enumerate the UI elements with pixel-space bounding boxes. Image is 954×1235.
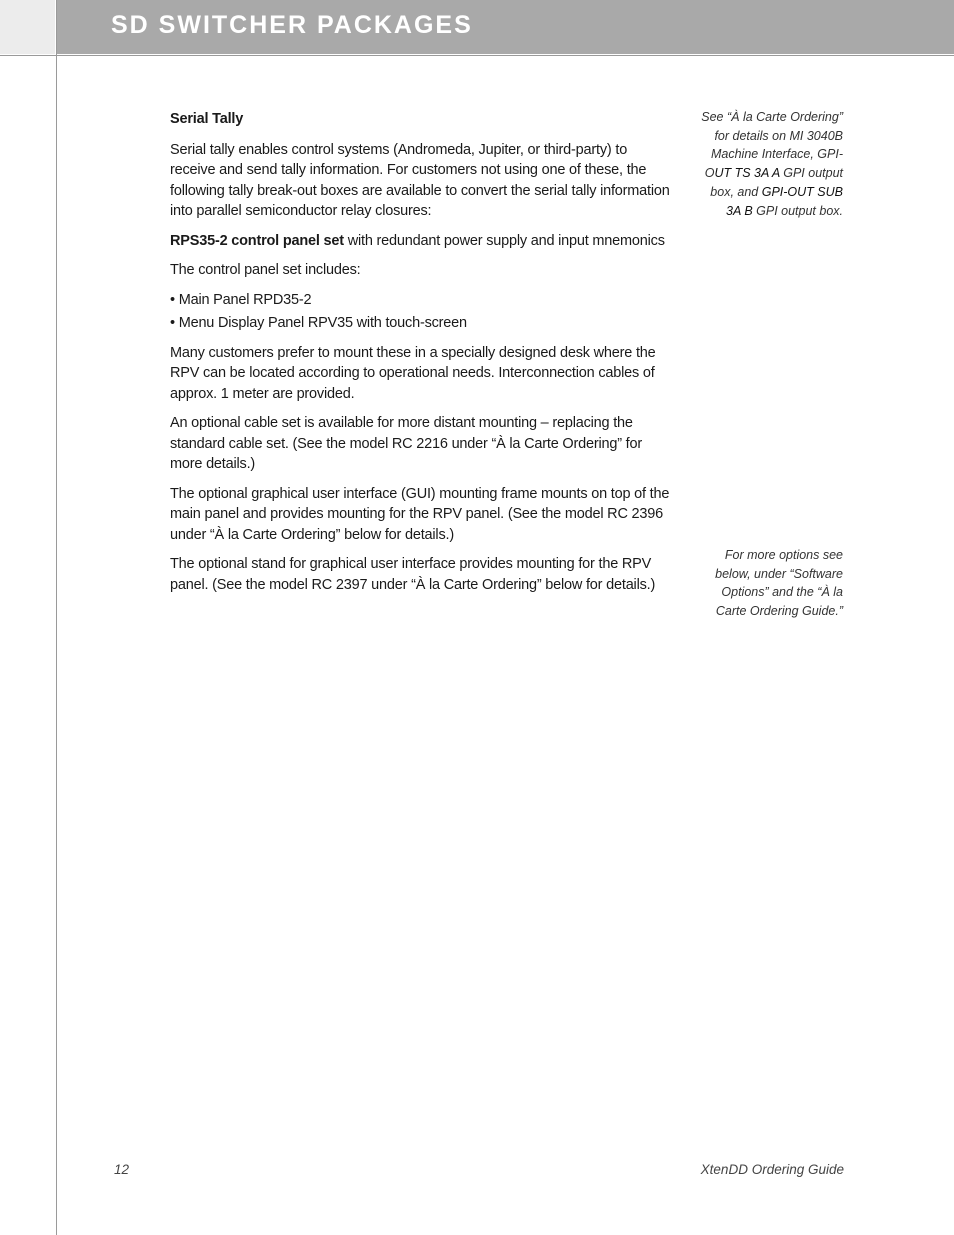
header-left-block	[0, 0, 55, 54]
sidenote-text: GPI output box.	[752, 203, 843, 218]
sidenote-gpi	[693, 108, 843, 220]
paragraph-control-panel-set	[170, 231, 676, 252]
sidenote-model: GPI-OUT SUB 3A B	[726, 184, 843, 218]
paragraph-cable-set: An optional cable set is available for more distant mounting – replacing the standard cable set. (See the model RC 2216 under “À la Carte Ordering” for more details.)	[170, 415, 643, 472]
paragraph-serial-tally: Serial tally enables control systems (Andromeda, Jupiter, or third-party) to receive and send tally information. For customers not using one of these, the following tally break-out boxes are available to convert the serial tally information into parallel semiconductor relay closures:	[170, 141, 670, 219]
paragraph-gui-stand: The optional stand for graphical user interface provides mounting for the RPV panel. (See the model RC 2397 under “À la Carte Ordering” below for details.)	[170, 556, 656, 593]
paragraph-gui-frame: The optional graphical user interface (GUI) mounting frame mounts on top of the main panel and provides mounting for the RPV panel. (See the model RC 2396 under “À la Carte Ordering” below for details.)	[170, 485, 670, 543]
includes-list	[170, 290, 676, 334]
footer-doc-title: XtenDD Ordering Guide	[700, 1162, 844, 1177]
control-panel-set-desc: with redundant power supply and input mnemonics	[343, 232, 665, 249]
paragraph-mounting: Many customers prefer to mount these in a specially designed desk where the RPV can be located according to operational needs. Interconnection cables of approx. 1 meter are provided.	[170, 344, 656, 402]
sidenote-model: UT TS 3A A	[714, 166, 780, 181]
margin-rule	[56, 0, 57, 1235]
sidenote-text: GPI output box, and	[710, 166, 843, 199]
sidenote-text: See “À la Carte Ordering” for details on MI 3040B Machine Interface, GPI-O	[701, 110, 843, 181]
header-bar	[57, 0, 954, 54]
main-column	[170, 109, 676, 604]
header-rule	[0, 55, 954, 56]
control-panel-set-name: RPS35-2 control panel set	[170, 232, 344, 249]
paragraph-includes: The control panel set includes:	[170, 262, 361, 278]
sidenote-more-options: For more options see below, under “Software Options” and the “À la Carte Ordering Guide.”	[715, 548, 843, 619]
page-number: 12	[114, 1162, 130, 1177]
list-item: • Menu Display Panel RPV35 with touch-screen	[170, 315, 467, 331]
section-heading: Serial Tally	[170, 111, 244, 127]
list-item: • Main Panel RPD35-2	[170, 291, 312, 308]
page-title: SD SWITCHER PACKAGES	[111, 11, 473, 39]
